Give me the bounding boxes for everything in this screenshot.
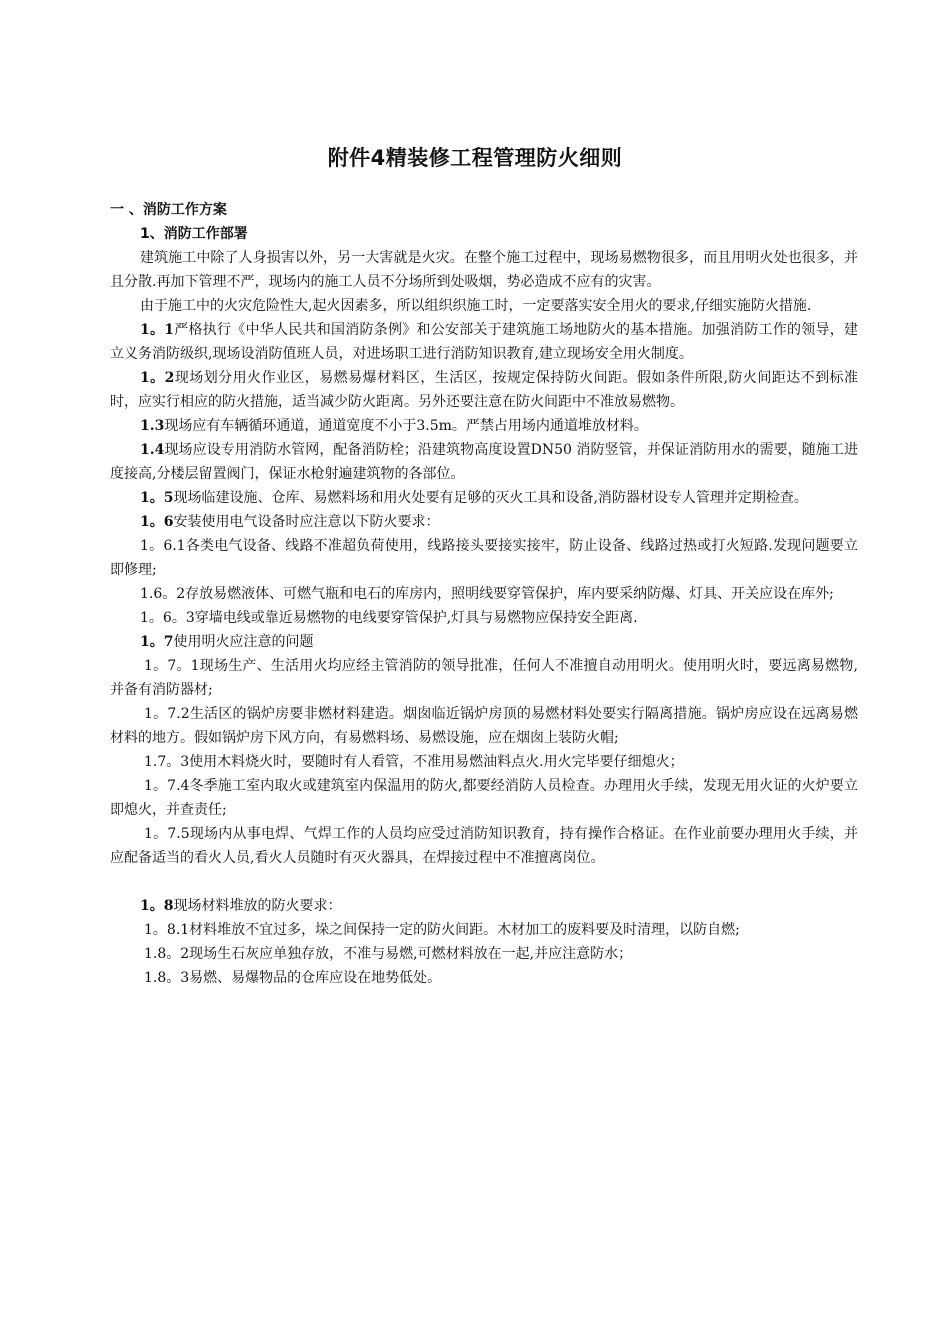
list-item: [110, 510, 858, 534]
sub-item: 1。7.2生活区的锅炉房要非燃材料建造。烟囱临近锅炉房顶的易燃材料处要实行隔离措施。锅炉房应设在远离易燃材料的地方。假如锅炉房下风方向，有易燃料场、易燃设施，应在烟囱上装防火帽;: [110, 706, 858, 746]
sub-item: 1.7。3使用木料烧火时，要随时有人看管，不准用易燃油料点火.用火完毕要仔细熄火；: [144, 754, 684, 770]
item-number: 1.3: [140, 418, 165, 434]
document-body: [110, 198, 858, 990]
list-item: [110, 414, 858, 438]
document-title: 附件4精装修工程管理防火细则: [327, 146, 623, 170]
list-item: [110, 486, 858, 510]
paragraph: 由于施工中的火灾危险性大,起火因素多，所以组织织施工时，一定要落实安全用火的要求,仔细实施防火措施.: [140, 298, 812, 314]
sub-item: 1。7.5现场内从事电焊、气焊工作的人员均应受过消防知识教育，持有操作合格证。在作业前要办理用火手续，并应配备适当的看火人员,看火人员随时有灭火器具，在焊接过程中不准擅离岗位。: [110, 826, 858, 866]
list-item: [110, 894, 858, 918]
item-number: 1。7: [140, 634, 174, 650]
item-text: 现场材料堆放的防火要求：: [173, 898, 342, 914]
item-text: 现场临建设施、仓库、易燃料场和用火处要有足够的灭火工具和设备,消防器材设专人管理并定期检查。: [173, 490, 808, 506]
sub-item: 1。7。1现场生产、生活用火均应经主管消防的领导批准，任何人不准擅自动用明火。使用明火时，要远离易燃物,并备有消防器材;: [110, 658, 858, 698]
list-item: [110, 438, 858, 486]
sub-item: 1.8。2现场生石灰应单独存放，不准与易燃,可燃材料放在一起,并应注意防水；: [144, 946, 633, 962]
sub-item: 1.6。2存放易燃液体、可燃气瓶和电石的库房内，照明线要穿管保护，库内要采纳防爆、灯具、开关应设在库外;: [140, 586, 834, 602]
blank-line: [110, 870, 858, 894]
sub-item: 1.8。3易燃、易爆物品的仓库应设在地势低处。: [144, 970, 442, 986]
list-item: [110, 318, 858, 366]
item-number: 1.4: [140, 442, 165, 458]
list-item: [110, 366, 858, 414]
item-text: 安装使用电气设备时应注意以下防火要求：: [173, 514, 440, 530]
item-text: 现场划分用火作业区，易燃易爆材料区，生活区，按规定保持防火间距。假如条件所限,防火间距达不到标准时，应实行相应的防火措施，适当减少防火距离。另外还要注意在防火间距中不准放易燃物。: [110, 370, 859, 410]
item-number: 1。6: [140, 514, 174, 530]
sub-item: 1。6。3穿墙电线或靠近易燃物的电线要穿管保护,灯具与易燃物应保持安全距离.: [140, 610, 638, 626]
subsection-heading: 1、消防工作部署: [140, 226, 248, 242]
sub-item: 1。7.4冬季施工室内取火或建筑室内保温用的防火,都要经消防人员检查。办理用火手续，发现无用火证的火炉要立即熄火，并查责任;: [110, 778, 858, 818]
list-item: [110, 630, 858, 654]
paragraph: 建筑施工中除了人身损害以外，另一大害就是火灾。在整个施工过程中，现场易燃物很多，而且用明火处也很多，并且分散.再加下管理不严，现场内的施工人员不分场所到处吸烟，势必造成不应有的灾害。: [110, 250, 858, 290]
item-number: 1。2: [140, 370, 175, 386]
item-text: 使用明火应注意的问题: [173, 634, 314, 650]
item-number: 1。5: [140, 490, 174, 506]
item-number: 1。1: [140, 322, 174, 338]
sub-item: 1。8.1材料堆放不宜过多，垛之间保持一定的防火间距。木材加工的废料要及时清理，以防自燃;: [144, 922, 740, 938]
item-text: 严格执行《中华人民共和国消防条例》和公安部关于建筑施工场地防火的基本措施。加强消防工作的领导，建立义务消防级织,现场设消防值班人员，对进场职工进行消防知识教育,建立现场安全用火制度。: [110, 322, 858, 362]
item-number: 1。8: [140, 898, 174, 914]
item-text: 现场应设专用消防水管网，配备消防栓；沿建筑物高度设置DN50 消防竖管，并保证消防用水的需要，随施工进度接高,分楼层留置阀门，保证水枪射遍建筑物的各部位。: [110, 442, 858, 482]
sub-item: 1。6.1各类电气设备、线路不准超负荷使用，线路接头要接实接牢，防止设备、线路过热或打火短路.发现问题要立即修理;: [110, 538, 858, 578]
item-text: 现场应有车辆循环通道，通道宽度不小于3.5m。严禁占用场内通道堆放材料。: [164, 418, 648, 434]
section-heading: 一 、消防工作方案: [110, 202, 227, 218]
